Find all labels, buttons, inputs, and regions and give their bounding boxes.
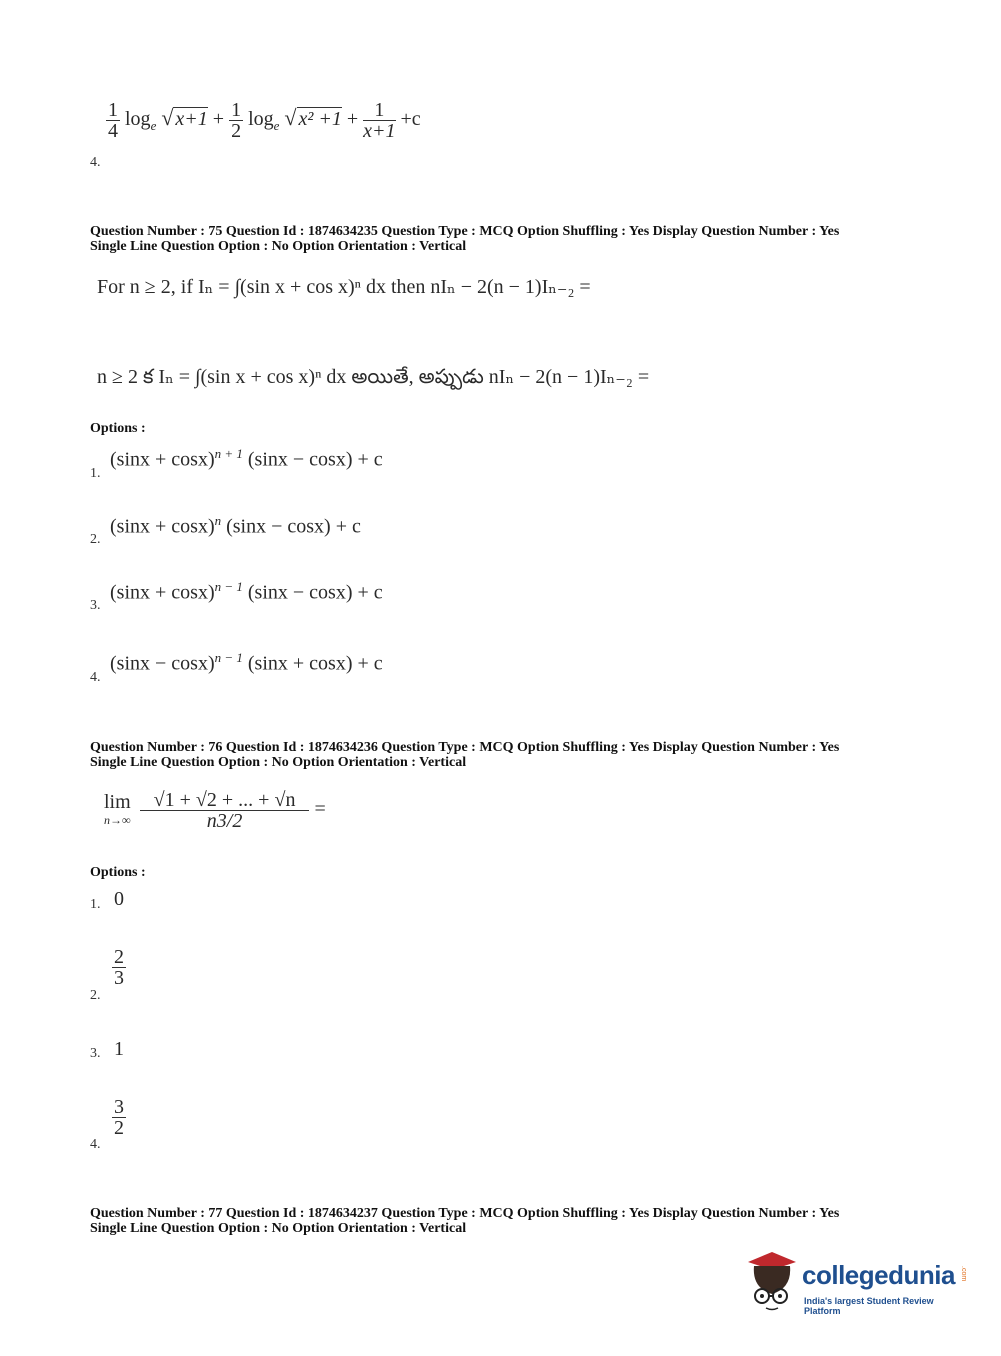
option-number: 1. [90,466,101,481]
option-number: 2. [90,532,101,547]
question-text-telugu: n ≥ 2 క Iₙ = ∫(sin x + cos x)ⁿ dx అయితే, అప్పుడు nIₙ − 2(n − 1)Iₙ₋₂ = [97,366,650,388]
option-1[interactable]: 0 [114,888,124,910]
options-label: Options : [90,865,146,880]
option-2[interactable]: $(\sin x + \cos x)^n$ (sinx − cosx) + c [110,513,361,538]
fraction: $\frac{3}{2}$ [114,1096,124,1139]
option-number: 2. [90,988,101,1003]
options-label: Options : [90,421,146,436]
option-number: 3. [90,598,101,613]
question-expression-76: lim n→∞ $\frac{√1 + √2 + ... + √n}{n3/2}$ = [104,789,326,832]
option-number: 4. [90,670,101,685]
fraction: $\frac{1}{4}$ [108,99,118,142]
logo-wordmark: collegedunia [802,1260,955,1290]
collegedunia-logo [742,1248,972,1318]
meta-line-1: Question Number : 76 Question Id : 1874634236 Question Type : MCQ Option Shuffling : Yes Display Question Number : Yes [90,740,840,755]
logo-tagline: India's largest Student Review Platform [804,1296,934,1316]
option-1[interactable]: $(\sin x + \cos x)^{n + 1}$ (sinx − cosx) + c [110,446,383,471]
sqrt-symbol: √ [161,105,174,131]
option-4[interactable]: $(\sin x - \cos x)^{n - 1}$ (sinx + cosx) + c [110,650,383,675]
meta-line-2: Single Line Question Option : No Option Orientation : Vertical [90,1221,467,1236]
meta-line-2: Single Line Question Option : No Option Orientation : Vertical [90,755,467,770]
question-text-english: For n ≥ 2, if Iₙ = ∫(sin x + cos x)ⁿ dx then nIₙ − 2(n − 1)Iₙ₋₂ = [97,276,591,298]
option-2[interactable] [112,947,126,988]
question-meta-76 [90,740,970,770]
meta-line-1: Question Number : 75 Question Id : 1874634235 Question Type : MCQ Option Shuffling : Yes Display Question Number : Yes [90,224,840,239]
meta-line-1: Question Number : 77 Question Id : 1874634237 Question Type : MCQ Option Shuffling : Yes Display Question Number : Yes [90,1206,840,1221]
option-number: 1. [90,897,101,912]
logo-suffix: .com [960,1266,967,1282]
option-number: 3. [90,1046,101,1061]
option-4[interactable] [112,1097,126,1138]
mascot-icon [742,1248,802,1314]
question-meta-77 [90,1206,970,1236]
sqrt-symbol: √ [284,105,297,131]
option-3[interactable]: $(\sin x + \cos x)^{n - 1}$ (sinx − cosx) + c [110,579,383,604]
option-number: 4. [90,155,101,170]
option-number: 4. [90,1137,101,1152]
option-3[interactable]: 1 [114,1038,124,1060]
prev-option4-expression: $\frac{1}{4}$ $\log_e$ √ x+1 + $\frac{1}{2}$ $\log_e$ √ x² +1 + $\frac{1}{x+1}$ +c [108,99,421,142]
fraction: $\frac{1}{2}$ [231,99,242,142]
fraction: $\frac{1}{x+1}$ [363,99,396,142]
fraction: $\frac{2}{3}$ [114,946,124,989]
fraction: $\frac{√1 + √2 + ... + √n}{n3/2}$ [140,790,310,831]
limit: lim n→∞ [104,790,131,827]
question-meta-75 [90,224,970,254]
meta-line-2: Single Line Question Option : No Option Orientation : Vertical [90,239,467,254]
